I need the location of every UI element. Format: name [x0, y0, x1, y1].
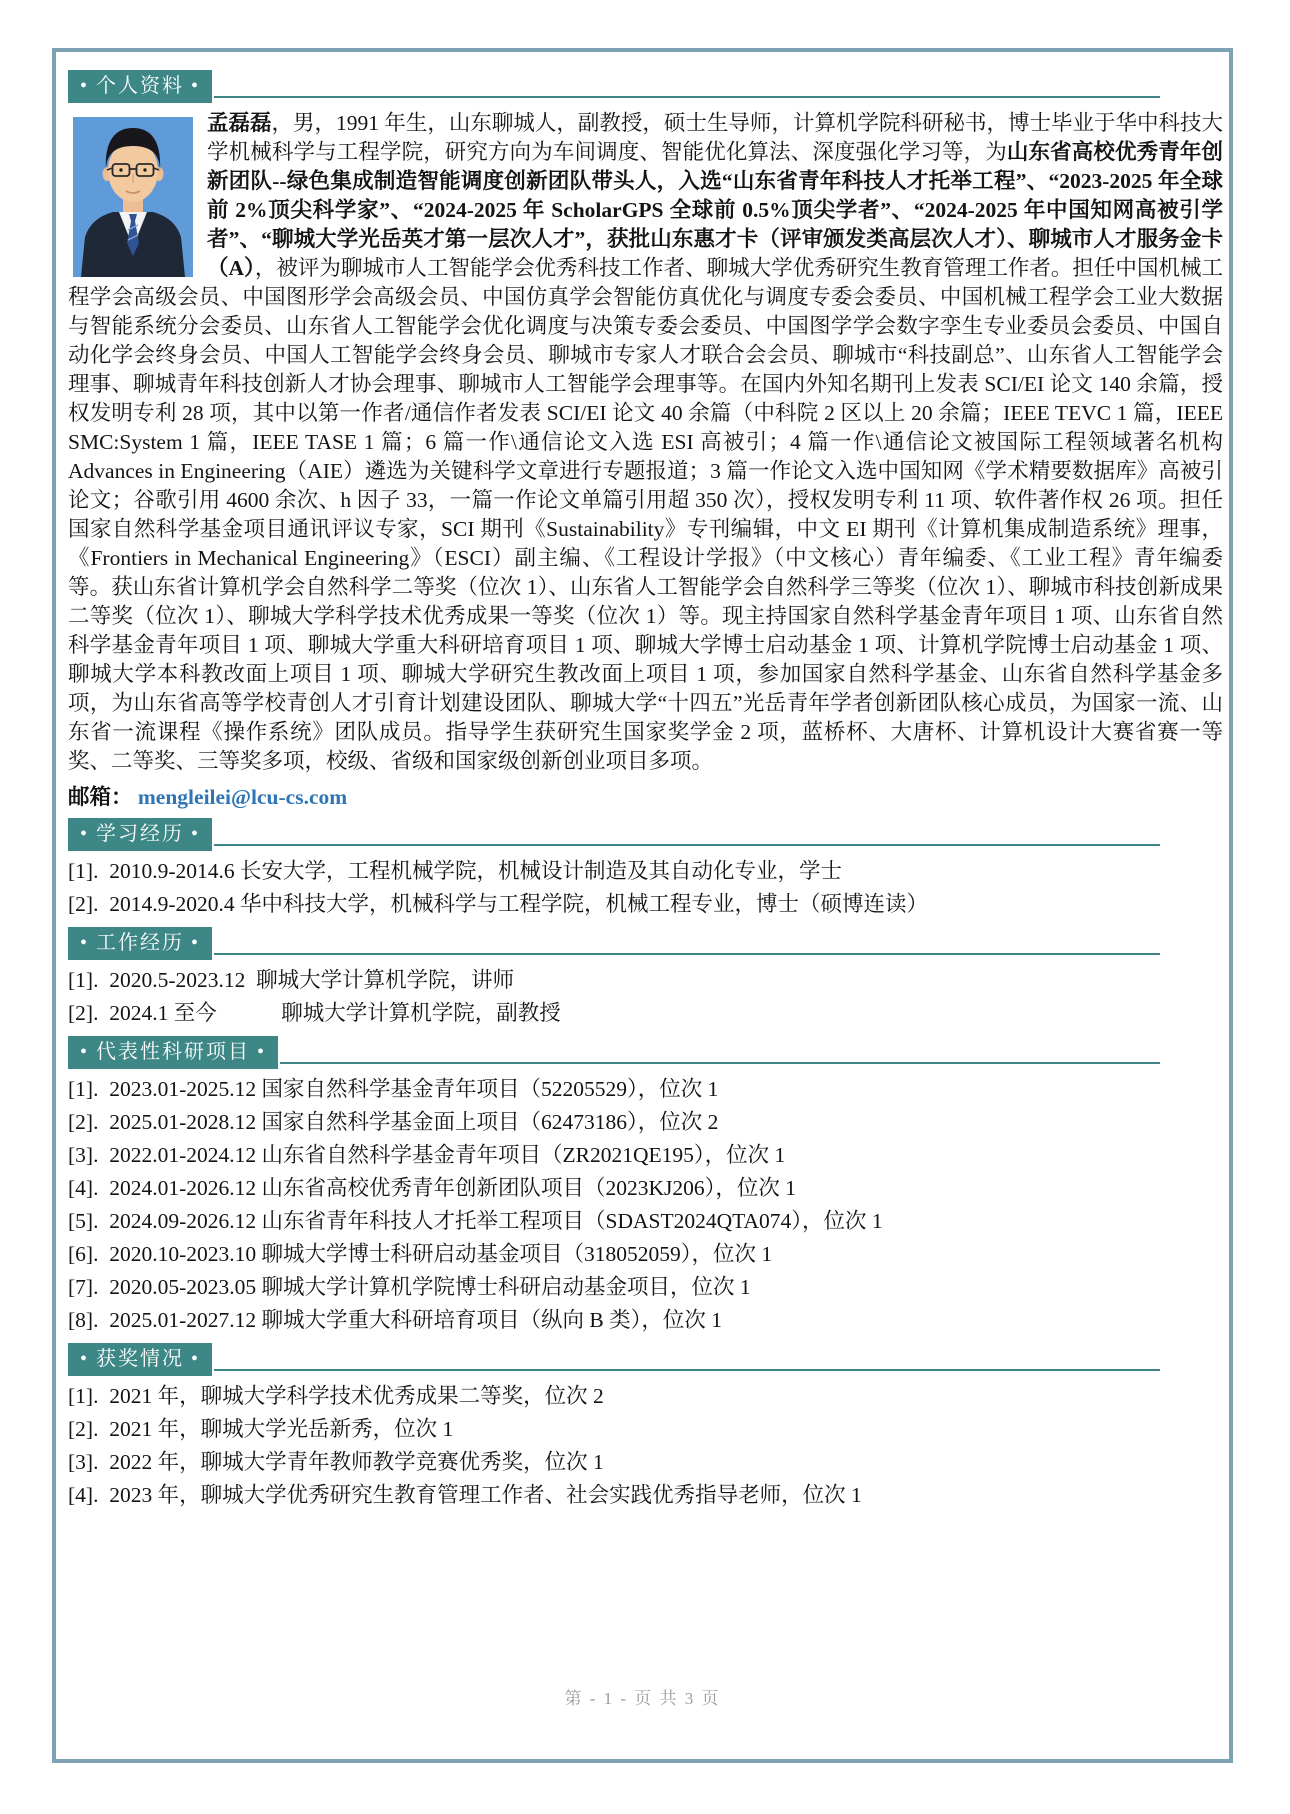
section-rule	[214, 953, 1160, 955]
bio-run: ，男，1991 年生，山东聊城人，副教授，硕士生导师，计算机学院科研秘书，博士毕业于华中科技大学机械科学与工程学院，研究方向为车间调度、智能优化算法、深度强化学习等，为	[207, 111, 1223, 164]
list-item: [4]. 2024.01-2026.12 山东省高校优秀青年创新团队项目（2023KJ206），位次 1	[68, 1176, 796, 1200]
section	[68, 1036, 1223, 1337]
section-header	[68, 1036, 1223, 1069]
list-item: [1]. 2020.5-2023.12 聊城大学计算机学院，讲师	[68, 968, 515, 992]
section-rule	[280, 1062, 1160, 1064]
profile-photo	[73, 117, 193, 277]
section-items	[68, 1073, 1223, 1337]
page-footer: 第 - 1 - 页 共 3 页	[564, 1689, 721, 1708]
list-item: [2]. 2025.01-2028.12 国家自然科学基金面上项目（62473186），位次 2	[68, 1110, 719, 1134]
bio-text	[68, 111, 1223, 773]
bio-run: ，被评为聊城市人工智能学会优秀科技工作者、聊城大学优秀研究生教育管理工作者。担任中国机械工程学会高级会员、中国图形学会高级会员、中国仿真学会智能仿真优化与调度专委会委员、中国机械工程学会工业大数据与智能系统分会委员、山东省人工智能学会优化调度与决策专委会委员、中国图学学会数字孪生专业委员会委员、中国自动化学会终身会员、中国人工智能学会终身会员、聊城市专家人才联合会会员、聊城市“科技副总”、山东省人工智能学会理事、聊城青年科技创新人才协会理事、聊城市人工智能学会理事等。在国内外知名期刊上发表 SCI/EI 论文 140 余篇，授权发明专利 28 项，其中以第一作者/通信作者发表 SCI/EI 论文 40 余篇（中科院 2 区以上 20 余篇；IEEE TEVC 1 篇，IEEE SMC:System 1 篇，IEEE TASE 1 篇；6 篇一作\通信论文入选 ESI 高被引；4 篇一作\通信论文被国际工程领域著名机构 Advances in Engineering（AIE）遴选为关键科学文章进行专题报道；3 篇一作论文入选中国知网《学术精要数据库》高被引论文；谷歌引用 4600 余次、h 因子 33，一篇一作论文单篇引用超 350 次），授权发明专利 11 项、软件著作权 26 项。担任国家自然科学基金项目通讯评议专家，SCI 期刊《Sustainability》专刊编辑，中文 EI 期刊《计算机集成制造系统》理事，《Frontiers in Mechanical Engineering》（ESCI）副主编、《工程设计学报》（中文核心）青年编委、《工业工程》青年编委等。获山东省计算机学会自然科学二等奖（位次 1）、山东省人工智能学会自然科学三等奖（位次 1）、聊城市科技创新成果二等奖（位次 1）、聊城大学科学技术优秀成果一等奖（位次 1）等。现主持国家自然科学基金青年项目 1 项、山东省自然科学基金青年项目 1 项、聊城大学重大科研培育项目 1 项、聊城大学博士启动基金 1 项、计算机学院博士启动基金 1 项、聊城大学本科教改面上项目 1 项、聊城大学研究生教改面上项目 1 项，参加国家自然科学基金、山东省自然科学基金多项，为山东省高等学校青创人才引育计划建设团队、聊城大学“十四五”光岳青年学者创新团队核心成员，为国家一流、山东省一流课程《操作系统》团队成员。指导学生获研究生国家奖学金 2 项，蓝桥杯、大唐杯、计算机设计大赛省赛一等奖、二等奖、三等奖多项，校级、省级和国家级创新创业项目多项。	[68, 256, 1223, 773]
section-rule	[214, 96, 1160, 98]
section-rule	[214, 1369, 1160, 1371]
section-header-badge: • 获奖情况 •	[68, 1343, 212, 1376]
section-header	[68, 927, 1223, 960]
section-header-badge: • 代表性科研项目 •	[68, 1036, 278, 1069]
list-item: [5]. 2024.09-2026.12 山东省青年科技人才托举工程项目（SDAST2024QTA074），位次 1	[68, 1209, 883, 1233]
list-item: [2]. 2021 年，聊城大学光岳新秀，位次 1	[68, 1417, 454, 1441]
sections	[68, 818, 1223, 1512]
section-items	[68, 855, 1223, 921]
bio-run-bold: 孟磊磊	[207, 111, 272, 135]
list-item: [8]. 2025.01-2027.12 聊城大学重大科研培育项目（纵向 B 类），位次 1	[68, 1308, 722, 1332]
section-header-badge: • 学习经历 •	[68, 818, 212, 851]
section-header-badge: • 个人资料 •	[68, 70, 212, 103]
list-item: [6]. 2020.10-2023.10 聊城大学博士科研启动基金项目（318052059），位次 1	[68, 1242, 773, 1266]
section	[68, 1343, 1223, 1512]
list-item: [2]. 2014.9-2020.4 华中科技大学，机械科学与工程学院，机械工程专业，博士（硕博连读）	[68, 892, 928, 916]
page-frame	[52, 48, 1233, 1763]
profile-section-header	[68, 70, 1223, 103]
list-item: [1]. 2021 年，聊城大学科学技术优秀成果二等奖，位次 2	[68, 1384, 604, 1408]
section-header	[68, 818, 1223, 851]
section-rule	[214, 844, 1160, 846]
email-label: 邮箱：	[68, 785, 133, 809]
section	[68, 927, 1223, 1030]
section-items	[68, 964, 1223, 1030]
section	[68, 818, 1223, 921]
section-header-badge: • 工作经历 •	[68, 927, 212, 960]
section-header	[68, 1343, 1223, 1376]
email-link[interactable]: mengleilei@lcu-cs.com	[137, 785, 348, 809]
list-item: [3]. 2022.01-2024.12 山东省自然科学基金青年项目（ZR2021QE195），位次 1	[68, 1143, 786, 1167]
list-item: [1]. 2023.01-2025.12 国家自然科学基金青年项目（52205529），位次 1	[68, 1077, 719, 1101]
list-item: [3]. 2022 年，聊城大学青年教师教学竞赛优秀奖，位次 1	[68, 1450, 604, 1474]
list-item: [1]. 2010.9-2014.6 长安大学，工程机械学院，机械设计制造及其自动化专业，学士	[68, 859, 842, 883]
list-item: [2]. 2024.1 至今 聊城大学计算机学院，副教授	[68, 1001, 561, 1025]
bio-run-bold: 山东省高校优秀青年创新团队--绿色集成制造智能调度创新团队带头人，入选“山东省青年科技人才托举工程”、“2023-2025 年全球前 2%顶尖科学家”、“2024-2025 年 ScholarGPS 全球前 0.5%顶尖学者”、“2024-2025 年中国知网高被引学者”、“聊城大学光岳英才第一层次人才”，获批山东惠才卡（评审颁发类高层次人才）、聊城市人才服务金卡（A）	[207, 140, 1223, 280]
email-line	[68, 782, 1223, 812]
section-items	[68, 1380, 1223, 1512]
list-item: [7]. 2020.05-2023.05 聊城大学计算机学院博士科研启动基金项目，位次 1	[68, 1275, 751, 1299]
bio-paragraph	[68, 109, 1223, 776]
list-item: [4]. 2023 年，聊城大学优秀研究生教育管理工作者、社会实践优秀指导老师，位次 1	[68, 1483, 862, 1507]
